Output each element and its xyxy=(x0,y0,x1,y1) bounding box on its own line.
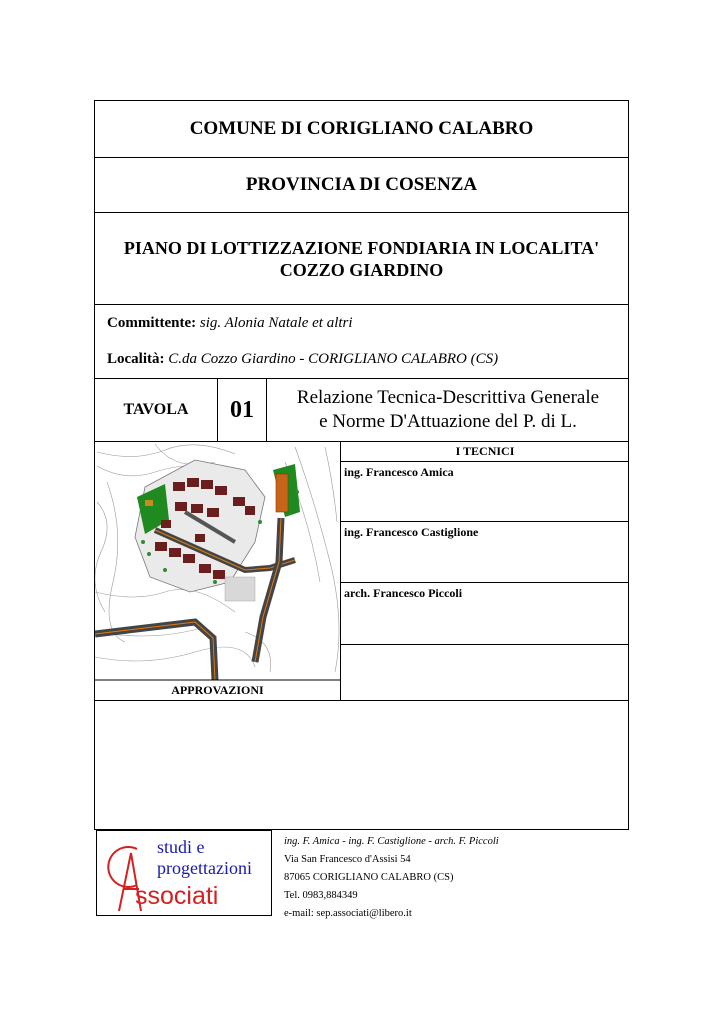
logo-box xyxy=(96,830,272,916)
footer-phone: Tel. 0983,884349 xyxy=(284,890,358,901)
site-plan-drawing xyxy=(95,442,340,700)
tavola-description xyxy=(267,379,629,441)
tavola-row xyxy=(95,379,628,442)
approvazioni-label: APPROVAZIONI xyxy=(95,681,341,700)
project-title-line2: COZZO GIARDINO xyxy=(279,259,444,280)
tavola-desc-line1: Relazione Tecnica-Descrittiva Generale xyxy=(296,387,600,408)
project-title-line1: PIANO DI LOTTIZZAZIONE FONDIARIA IN LOCALITA' xyxy=(123,237,600,258)
tavola-label-cell xyxy=(95,379,218,441)
tecnico-3-name: arch. Francesco Piccoli xyxy=(344,586,463,600)
provincia-row xyxy=(95,158,628,213)
footer-city: 87065 CORIGLIANO CALABRO (CS) xyxy=(284,872,454,883)
footer-contacts xyxy=(284,833,499,923)
tecnico-1-name: ing. Francesco Amica xyxy=(344,465,454,479)
committente-line xyxy=(95,315,353,332)
tecnici-heading: I TECNICI xyxy=(341,442,629,462)
localita-line xyxy=(95,351,498,368)
provincia-title: PROVINCIA DI COSENZA xyxy=(245,174,478,195)
tecnico-2 xyxy=(341,522,629,583)
committente-value: sig. Alonia Natale et altri xyxy=(199,315,353,331)
tecnico-2-name: ing. Francesco Castiglione xyxy=(344,525,479,539)
title-block xyxy=(94,100,629,830)
info-row xyxy=(95,305,628,379)
footer-authors: ing. F. Amica - ing. F. Castiglione - arch. F. Piccoli xyxy=(284,836,499,847)
tecnici-cell xyxy=(341,442,629,700)
footer-email: e-mail: sep.associati@libero.it xyxy=(284,908,412,919)
tecnico-3 xyxy=(341,583,629,645)
tavola-number-cell xyxy=(218,379,267,441)
logo-line1: studi e xyxy=(157,837,205,857)
logo-line2: progettazioni xyxy=(157,858,252,878)
tavola-label: TAVOLA xyxy=(123,401,189,418)
comune-row xyxy=(95,101,628,158)
logo-line3: ssociati xyxy=(135,882,219,910)
footer-address: Via San Francesco d'Assisi 54 xyxy=(284,854,411,865)
committente-label: Committente: xyxy=(107,315,197,331)
localita-value: C.da Cozzo Giardino - CORIGLIANO CALABRO (CS) xyxy=(168,351,499,367)
tavola-number: 01 xyxy=(230,396,254,423)
project-title-row xyxy=(95,213,628,305)
tecnico-1 xyxy=(341,462,629,522)
comune-title: COMUNE DI CORIGLIANO CALABRO xyxy=(189,118,534,139)
site-plan-cell xyxy=(95,442,341,700)
tavola-desc-line2: e Norme D'Attuazione del P. di L. xyxy=(319,411,577,432)
plan-and-tecnici-row xyxy=(95,442,628,701)
localita-label: Località: xyxy=(107,351,165,367)
